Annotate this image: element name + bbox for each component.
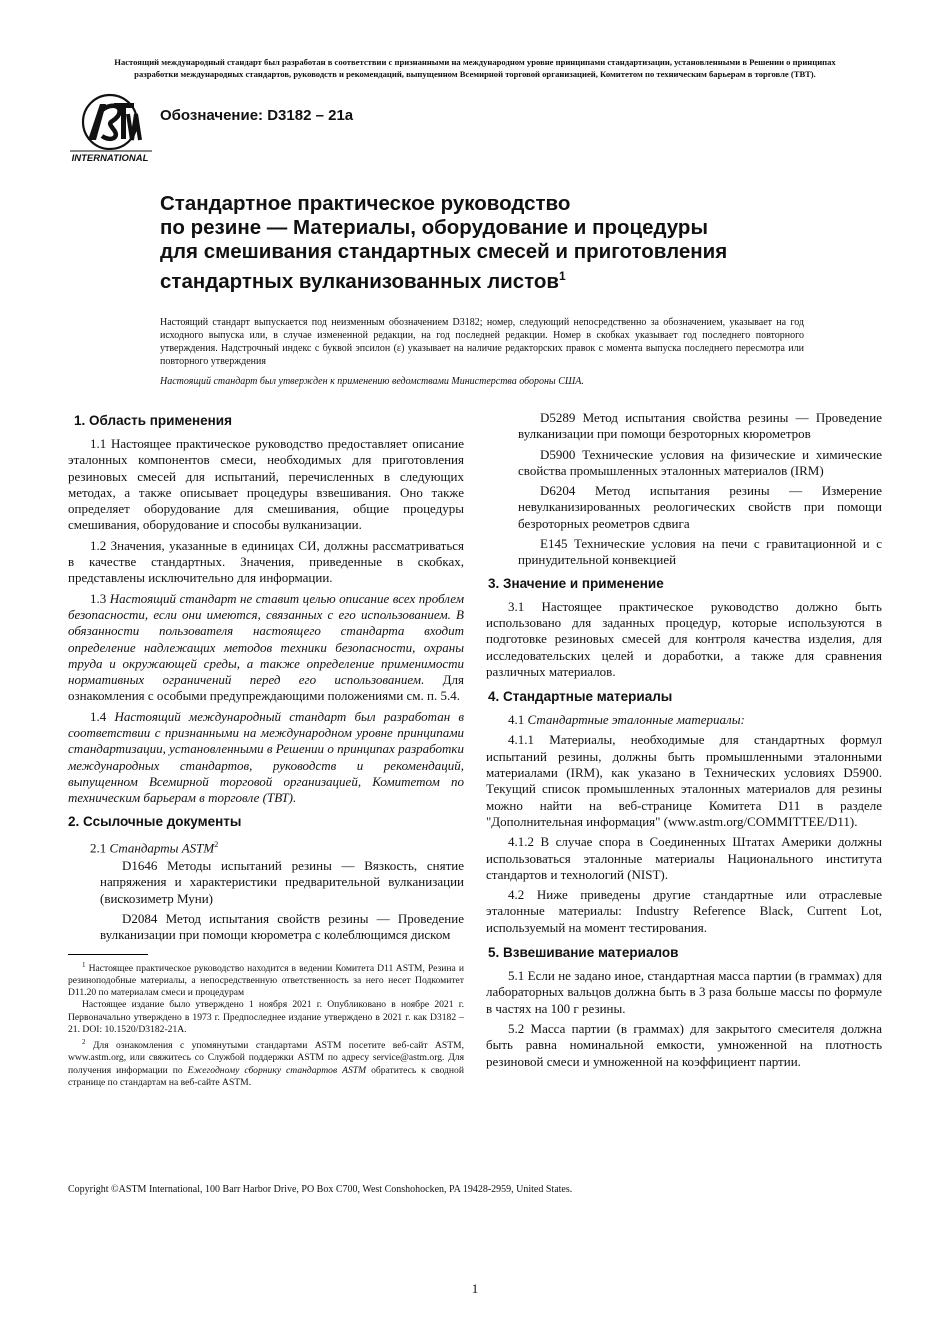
footnote-1-edition: Настоящее издание было утверждено 1 ноября 2021 г. Опубликовано в ноябре 2021 г. Первоначально утверждено в 1973 г. Предпоследнее издание утверждено в 2021 г. как D3182 – 21. DOI: 10.1520/D3182-21A. (68, 999, 464, 1035)
header-notice-line1: Настоящий международный стандарт был разработан в соответствии с признанными на международном уровне принципами стандартизации, установленными в Решении о принципах (114, 57, 836, 67)
subsection-2-1 (68, 837, 464, 857)
paragraph-1-4-num: 1.4 (90, 708, 107, 724)
footnote-2-mark: 2 (82, 1038, 86, 1047)
section4-heading: 4. Стандартные материалы (488, 689, 673, 705)
paragraph-4-1-2: 4.1.2 В случае спора в Соединенных Штатах Америки должны использоваться эталонные материалы Национального института стандартов и технологий (NIST). (486, 834, 882, 882)
title-line3: для смешивания стандартных смесей и приготовления (160, 240, 728, 263)
paragraph-1-3 (68, 591, 464, 705)
logo-text: INTERNATIONAL (71, 153, 149, 164)
footnotes (68, 954, 464, 1089)
footnote-2 (68, 1036, 464, 1089)
copyright: Copyright ©ASTM International, 100 Barr Harbor Drive, PO Box C700, West Conshohocken, PA 19428-2959, United States. (68, 1184, 573, 1195)
paragraph-4-1-num: 4.1 (508, 712, 525, 728)
footnote-2-italic: Ежегодному сборнику стандартов ASTM (187, 1064, 367, 1076)
footnote-1-text: Настоящее практическое руководство находится в ведении Комитета D11 ASTM, Резина и резиноподобные материалы, а непосредственную ответственность за него несет Подкомитет D11.20 по материалам смеси и процедурам (68, 962, 464, 999)
page-number: 1 (471, 1281, 479, 1296)
subsection-2-1-sup: 2 (214, 839, 219, 849)
issue-note: Настоящий стандарт выпускается под неизменным обозначением D3182; номер, следующий непосредственно за обозначением, указывает на год исходного выпуска или, в случае измененной редакции, на год последней редакции. Номер в скобках указывает год последнего повторного утверждения. Надстрочный индекс с буквой эпсилон (ε) указывает на наличие редакторских правок с момента выпуска последнего пересмотра или повторного утверждения (160, 317, 804, 367)
paragraph-5-1: 5.1 Если не задано иное, стандартная масса партии (в граммах) для лабораторных вальцов должна быть в 3 раза больше массы по формуле в частях на 100 г резины. (486, 968, 882, 1016)
paragraph-5-2: 5.2 Масса партии (в граммах) для закрытого смесителя должна быть равна номинальной емкости, умноженной на плотность резиновой смеси и умноженной на коэффициент партии. (486, 1020, 882, 1069)
paragraph-1-3-rest: Для ознакомления с особыми предупреждающими положениями см. п. 5.4. (68, 672, 465, 704)
paragraph-4-1-italic: Стандартные эталонные материалы: (527, 712, 745, 728)
title-line2: по резине — Материалы, оборудование и процедуры (160, 216, 708, 239)
paragraph-1-1: 1.1 Настоящее практическое руководство предоставляет описание эталонных компонентов смеси, необходимых для приготовления резиновых смесей для испытаний, перечисленных в следующих методах, а также описывает процедуры взвешивания. Оно также определяет оборудование для смешивания, общие процедуры смешивания, оборудование и способы вулканизации. (68, 436, 464, 533)
footnote-2-text: Для ознакомления с упомянутыми стандартами ASTM посетите веб-сайт ASTM, www.astm.org, или свяжитесь со Службой поддержки ASTM по адресу service@astm.org. Для получения информации по (68, 1040, 464, 1076)
reference-d2084: D2084 Метод испытания свойств резины — Проведение вулканизации при помощи кюрометра с колеблющимся диском (100, 911, 464, 943)
reference-d6204: D6204 Метод испытания резины — Измерение невулканизированных реологических свойств при помощи безроторных реометров сдвига (518, 483, 882, 531)
paragraph-1-2: 1.2 Значения, указанные в единицах СИ, должны рассматриваться в качестве стандартных. Значения, приведенные в скобках, представлены исключительно для информации. (68, 537, 464, 586)
paragraph-1-4-italic: Настоящий международный стандарт был разработан в соответствии с признанными на международном уровне принципами стандартизации, установленными в Решении о принципах разработки международных стандартов, руководств и рекомендаций, выпущенном Всемирной торговой организацией, Комитетом по техническим барьерам в торговле (ТВТ). (68, 708, 465, 806)
section5-heading: 5. Взвешивание материалов (488, 945, 679, 961)
footnote-2-end: обратитесь к сводной странице по стандартам на веб-сайте ASTM. (68, 1064, 464, 1088)
dod-note: Настоящий стандарт был утвержден к применению ведомствами Министерства обороны США. (160, 376, 584, 387)
footnote-divider (68, 954, 148, 955)
section3-heading: 3. Значение и применение (488, 575, 664, 591)
paragraph-1-4 (68, 709, 464, 807)
subsection-2-1-title: Стандарты ASTM (109, 839, 215, 855)
paragraph-4-1 (486, 712, 882, 728)
footnote-1 (68, 959, 464, 1000)
title-line4: стандартных вулканизованных листов (160, 269, 560, 293)
paragraph-1-3-num: 1.3 (90, 590, 107, 606)
subsection-2-1-num: 2.1 (90, 839, 107, 855)
reference-d5900: D5900 Технические условия на физические и химические свойства промышленных эталонных материалов (IRM) (518, 446, 882, 478)
header-notice-line2: разработки международных стандартов, руководств и рекомендаций, выпущенном Всемирной торговой организацией, Комитетом по техническим барьерам в торговле (ТВТ). (134, 69, 816, 79)
paragraph-4-1-1: 4.1.1 Материалы, необходимые для стандартных формул испытаний резины, должны быть промышленными эталонными материалами (IRM), как указано в Технических условиях D5900. Текущий список промышленных эталонных материалов для резины можно найти на веб-странице Комитета D11 в разделе "Дополнительная информация" (www.astm.org/COMMITTEE/D11). (486, 732, 882, 829)
document-title (160, 192, 880, 294)
paragraph-4-2: 4.2 Ниже приведены другие стандартные или отраслевые эталонные материалы: Industry Reference Black, Current Lot, используемый на момент тестирования. (486, 887, 882, 935)
left-column (68, 412, 464, 1089)
reference-d1646: D1646 Методы испытаний резины — Вязкость, снятие напряжения и характеристики предварительной вулканизации (вискозиметр Муни) (100, 858, 464, 906)
title-line1: Стандартное практическое руководство (160, 192, 571, 215)
paragraph-3-1: 3.1 Настоящее практическое руководство должно быть использовано для заданных процедур, которые используются в подготовке резиновых смесей для контроля качества изделия, для исследовательских целей и доработки, а также для сравнения различных материалов. (486, 598, 882, 679)
right-column (486, 412, 882, 1074)
paragraph-1-3-italic: Настоящий стандарт не ставит целью описание всех проблем безопасности, если они имеются, связанных с его использованием. В обязанности пользователя настоящего стандарта входит определение надлежащих методов техники безопасности, охраны труда и окружающей среды, а также определение применимости нормативных ограничений перед его использованием. (68, 590, 464, 688)
section1-heading: 1. Область применения (74, 413, 232, 428)
section2-heading: 2. Ссылочные документы (68, 813, 242, 829)
astm-logo (66, 90, 154, 166)
designation: Обозначение: D3182 – 21a (160, 107, 354, 124)
footnote-1-mark: 1 (82, 960, 86, 969)
header-notice (60, 56, 890, 80)
reference-d5289: D5289 Метод испытания свойства резины — Проведение вулканизации при помощи безроторных кюрометров (518, 410, 882, 442)
title-footnote-mark: 1 (559, 269, 566, 283)
reference-e145: E145 Технические условия на печи с гравитационной и с принудительной конвекцией (518, 536, 882, 568)
